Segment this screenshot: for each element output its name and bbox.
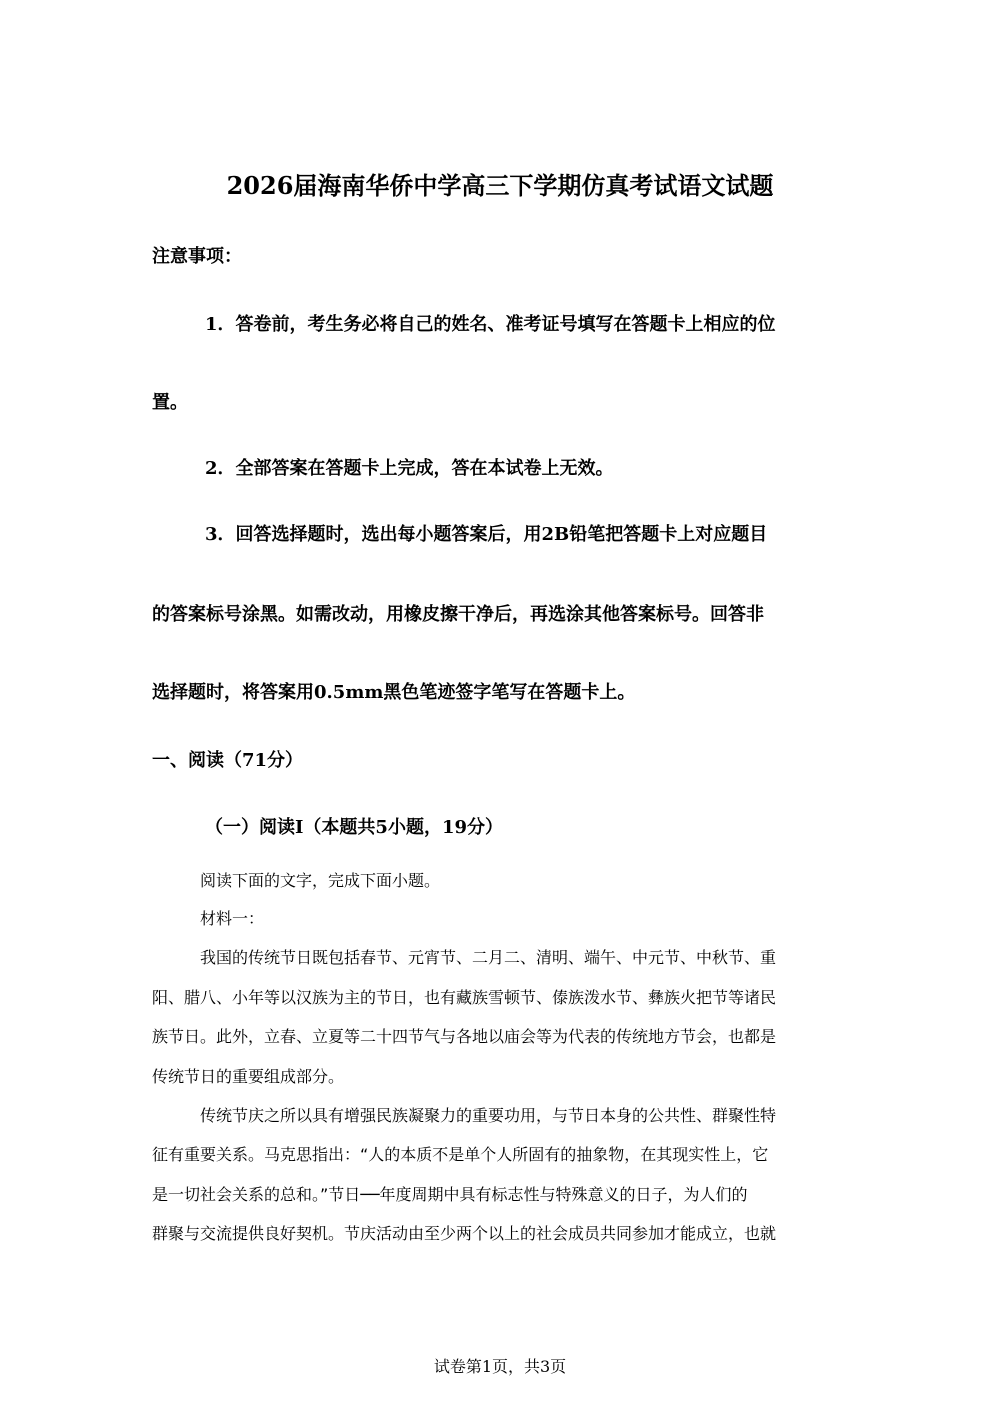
passage-line: 传统节日的重要组成部分。 xyxy=(152,1067,345,1086)
notice-item-3-continued-2: 选择题时，将答案用0.5mm黑色笔迹签字笔写在答题卡上。 xyxy=(152,682,636,703)
passage-line: 我国的传统节日既包括春节、元宵节、二月二、清明、端午、中元节、中秋节、重 xyxy=(200,948,777,967)
passage-line: 征有重要关系。马克思指出：“人的本质不是单个人所固有的抽象物，在其现实性上，它 xyxy=(152,1145,769,1164)
passage-line: 是一切社会关系的总和。”节日──年度周期中具有标志性与特殊意义的日子，为人们的 xyxy=(152,1185,748,1204)
material-label: 材料一： xyxy=(200,909,265,928)
page-footer: 试卷第1页，共3页 xyxy=(433,1357,567,1376)
passage-line: 阳、腊八、小年等以汉族为主的节日，也有藏族雪顿节、傣族泼水节、彝族火把节等诸民 xyxy=(152,988,777,1007)
exam-title: 2026届海南华侨中学高三下学期仿真考试语文试题 xyxy=(226,171,774,200)
subsection-heading: （一）阅读Ⅰ（本题共5小题，19分） xyxy=(205,817,503,838)
notice-item-2: 2．全部答案在答题卡上完成，答在本试卷上无效。 xyxy=(205,458,614,479)
section-heading: 一、阅读（71分） xyxy=(152,750,304,771)
reading-instruction: 阅读下面的文字，完成下面小题。 xyxy=(200,871,441,890)
notice-heading: 注意事项： xyxy=(152,246,242,267)
notice-item-3-continued: 的答案标号涂黑。如需改动，用橡皮擦干净后，再选涂其他答案标号。回答非 xyxy=(152,604,764,625)
passage-line: 群聚与交流提供良好契机。节庆活动由至少两个以上的社会成员共同参加才能成立，也就 xyxy=(152,1224,777,1243)
passage-line: 族节日。此外，立春、立夏等二十四节气与各地以庙会等为代表的传统地方节会，也都是 xyxy=(152,1027,777,1046)
notice-item-1: 1．答卷前，考生务必将自己的姓名、准考证号填写在答题卡上相应的位 xyxy=(205,314,776,335)
passage-line: 传统节庆之所以具有增强民族凝聚力的重要功用，与节日本身的公共性、群聚性特 xyxy=(200,1106,777,1125)
notice-item-1-continued: 置。 xyxy=(152,392,188,413)
notice-item-3: 3．回答选择题时，选出每小题答案后，用2B铅笔把答题卡上对应题目 xyxy=(205,524,768,545)
